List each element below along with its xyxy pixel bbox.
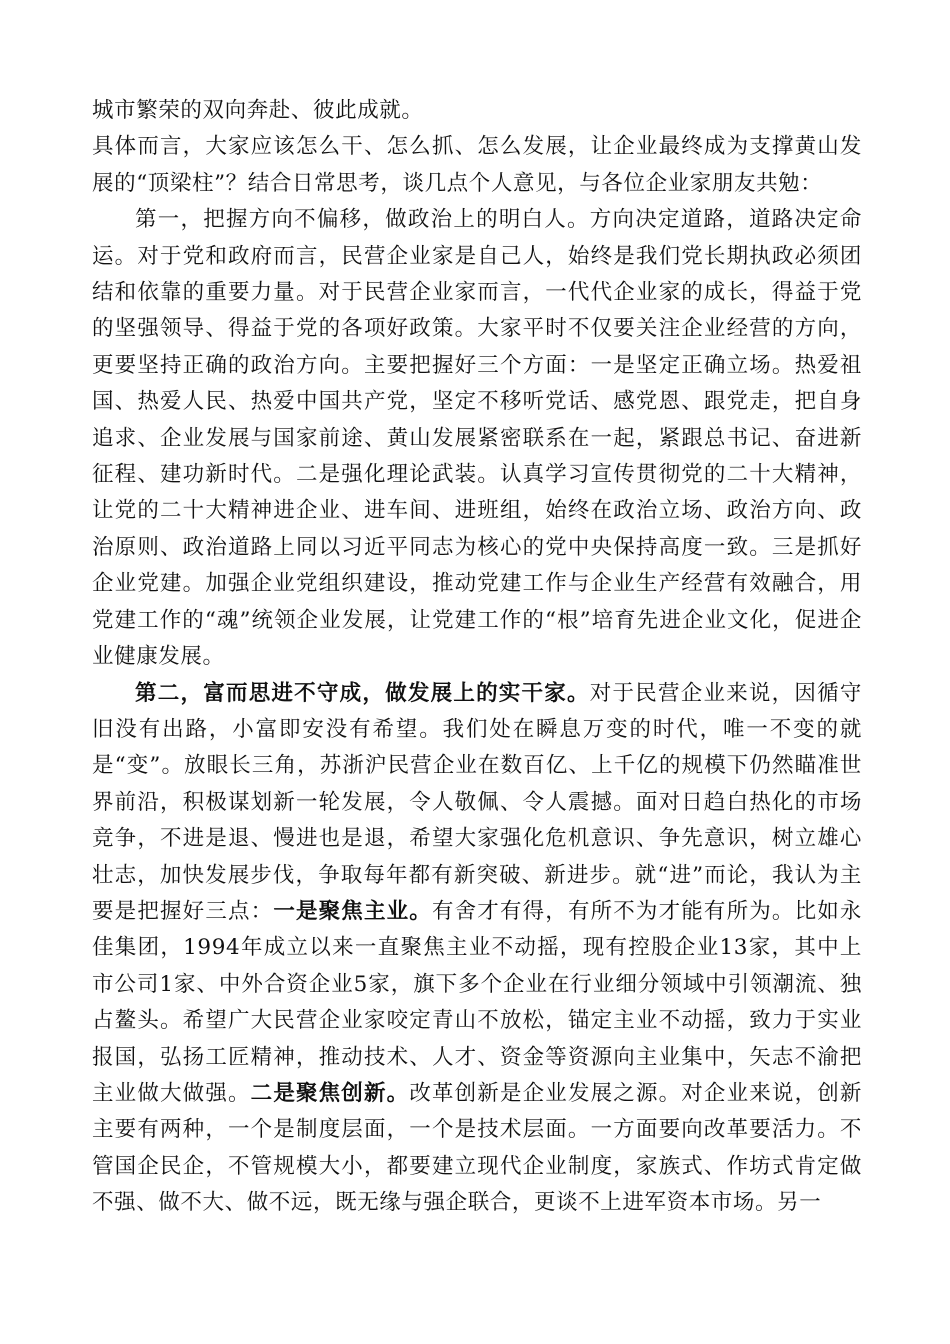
sub-point-focus-main-business: 一是聚焦主业。 — [273, 898, 432, 924]
paragraph-continuation: 城市繁荣的双向奔赴、彼此成就。 — [92, 98, 424, 123]
document-body — [92, 93, 862, 1222]
second-point-text-3: 改革创新是企业发展之源。对企业来说，创新主要有两种，一个是制度层面，一个是技术层面。一方面要向改革要活力。不管国企民企，不管规模大小，都要建立现代企业制度，家族式、作坊式肯定做不强、做不大、做不远，既无缘与强企联合，更谈不上进军资本市场。另一 — [92, 1080, 863, 1216]
second-point-heading: 第二，富而思进不守成，做发展上的实干家。 — [135, 680, 590, 706]
paragraph-intro: 具体而言，大家应该怎么干、怎么抓、怎么发展，让企业最终成为支撑黄山发展的“顶梁柱”？结合日常思考，谈几点个人意见，与各位企业家朋友共勉： — [92, 134, 862, 196]
second-point-text-1: 对于民营企业来说，因循守旧没有出路，小富即安没有希望。我们处在瞬息万变的时代，唯一不变的就是“变”。放眼长三角，苏浙沪民营企业在数百亿、上千亿的规模下仍然瞄准世界前沿，积极谋划新一轮发展，令人敬佩、令人震撼。面对日趋白热化的市场竞争，不进是退、慢进也是退，希望大家强化危机意识、争先意识，树立雄心壮志，加快发展步伐，争取每年都有新突破、新进步。就“进”而论，我认为主要是把握好三点： — [92, 680, 862, 924]
sub-point-focus-innovation: 二是聚焦创新。 — [250, 1080, 410, 1106]
second-point-text-2: 有舍才有得，有所不为才能有所为。比如永佳集团，1994年成立以来一直聚焦主业不动摇，现有控股企业13家，其中上市公司1家、中外合资企业5家，旗下多个企业在行业细分领域中引领潮流、独占鳌头。希望广大民营企业家咬定青山不放松，锚定主业不动摇，致力于实业报国，弘扬工匠精神，推动技术、人才、资金等资源向主业集中，矢志不渝把主业做大做强。 — [92, 898, 863, 1106]
paragraph-first-point: 第一，把握方向不偏移，做政治上的明白人。方向决定道路，道路决定命运。对于党和政府而言，民营企业家是自己人，始终是我们党长期执政必须团结和依靠的重要力量。对于民营企业家而言，一代代企业家的成长，得益于党的坚强领导、得益于党的各项好政策。大家平时不仅要关注企业经营的方向，更要坚持正确的政治方向。主要把握好三个方面：一是坚定正确立场。热爱祖国、热爱人民、热爱中国共产党，坚定不移听党话、感党恩、跟党走，把自身追求、企业发展与国家前途、黄山发展紧密联系在一起，紧跟总书记、奋进新征程、建功新时代。二是强化理论武装。认真学习宣传贯彻党的二十大精神，让党的二十大精神进企业、进车间、进班组，始终在政治立场、政治方向、政治原则、政治道路上同以习近平同志为核心的党中央保持高度一致。三是抓好企业党建。加强企业党组织建设，推动党建工作与企业生产经营有效融合，用党建工作的“魂”统领企业发展，让党建工作的“根”培育先进企业文化，促进企业健康发展。 — [92, 207, 862, 670]
paragraph-second-point — [92, 676, 862, 1222]
